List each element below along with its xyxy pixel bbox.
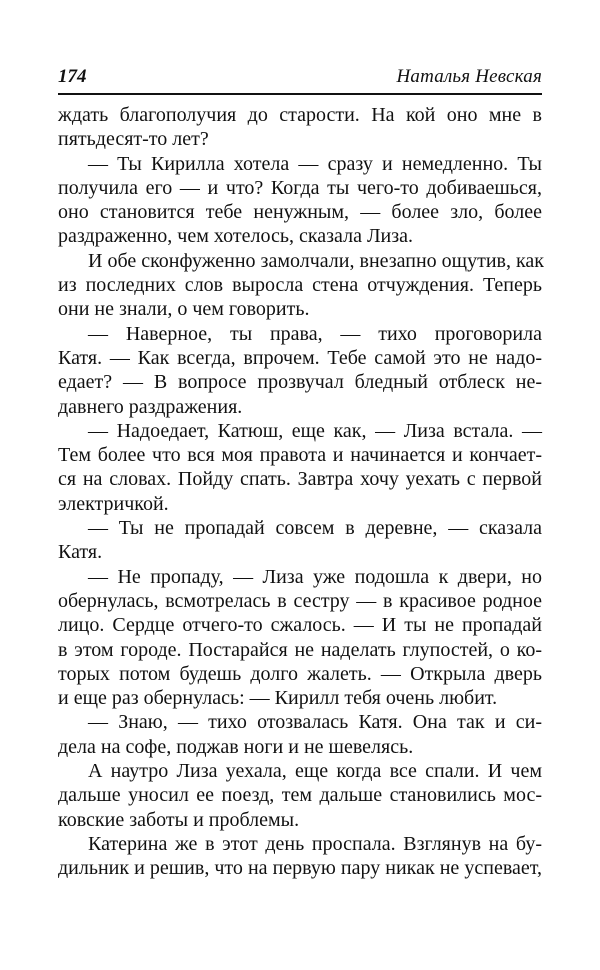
text-line: — Знаю, — тихо отозвалась Катя. Она так и си-	[88, 711, 542, 734]
running-header	[58, 66, 542, 95]
text-line: они не знали, о чем говорить.	[58, 298, 310, 321]
running-title: Наталья Невская	[396, 66, 542, 87]
text-line: оно становится тебе ненужным, — более зло, более	[58, 201, 542, 224]
text-line: — Ты Кирилла хотела — сразу и немедленно. Ты	[88, 152, 542, 175]
text-line: А наутро Лиза уехала, еще когда все спали. И чем	[88, 760, 542, 783]
text-line: Катерина же в этот день проспала. Взглянув на бу-	[88, 832, 542, 855]
text-line: дела на софе, поджав ноги и не шевелясь.	[58, 735, 414, 758]
page-number: 174	[58, 66, 87, 87]
text-line: пятьдесят-то лет?	[58, 128, 209, 151]
text-line: Катя. — Как всегда, впрочем. Тебе самой это не надо-	[58, 346, 542, 369]
text-line: торых потом будешь долго жалеть. — Открыла дверь	[58, 662, 542, 685]
text-line: едает? — В вопросе прозвучал бледный отблеск не-	[58, 371, 542, 394]
text-line: И обе сконфуженно замолчали, внезапно ощутив, как	[88, 249, 544, 272]
text-line: и еще раз обернулась: — Кирилл тебя очень любит.	[58, 687, 498, 710]
text-line: обернулась, всмотрелась в сестру — в красивое родное	[58, 589, 542, 612]
text-line: дильник и решив, что на первую пару никак не успевает,	[58, 857, 542, 880]
body-text	[58, 103, 542, 881]
text-line: раздраженно, чем хотелось, сказала Лиза.	[58, 225, 413, 248]
text-line: из последних слов выросла стена отчуждения. Теперь	[58, 274, 542, 297]
text-line: — Надоедает, Катюш, еще как, — Лиза встала. —	[88, 419, 542, 442]
text-line: — Не пропаду, — Лиза уже подошла к двери, но	[88, 565, 542, 588]
text-line: — Наверное, ты права, — тихо проговорила	[88, 322, 542, 345]
text-line: давнего раздражения.	[58, 395, 243, 418]
text-line: получила его — и что? Когда ты чего-то добиваешься,	[58, 176, 542, 199]
text-line: лицо. Сердце отчего-то сжалось. — И ты не пропадай	[58, 614, 542, 637]
text-line: Катя.	[58, 541, 103, 564]
text-line: дальше уносил ее поезд, тем дальше становились мос-	[58, 784, 542, 807]
text-line: Тем более что вся моя правота и начинается и кончает-	[58, 444, 542, 467]
text-line: ся на словах. Пойду спать. Завтра хочу уехать с первой	[58, 468, 542, 491]
text-line: ковские заботы и проблемы.	[58, 808, 300, 831]
text-line: электричкой.	[58, 492, 169, 515]
book-page	[58, 66, 542, 881]
text-line: в этом городе. Постарайся не наделать глупостей, о ко-	[58, 638, 542, 661]
text-line: — Ты не пропадай совсем в деревне, — сказала	[88, 517, 542, 540]
text-line: ждать благополучия до старости. На кой оно мне в	[58, 104, 542, 126]
